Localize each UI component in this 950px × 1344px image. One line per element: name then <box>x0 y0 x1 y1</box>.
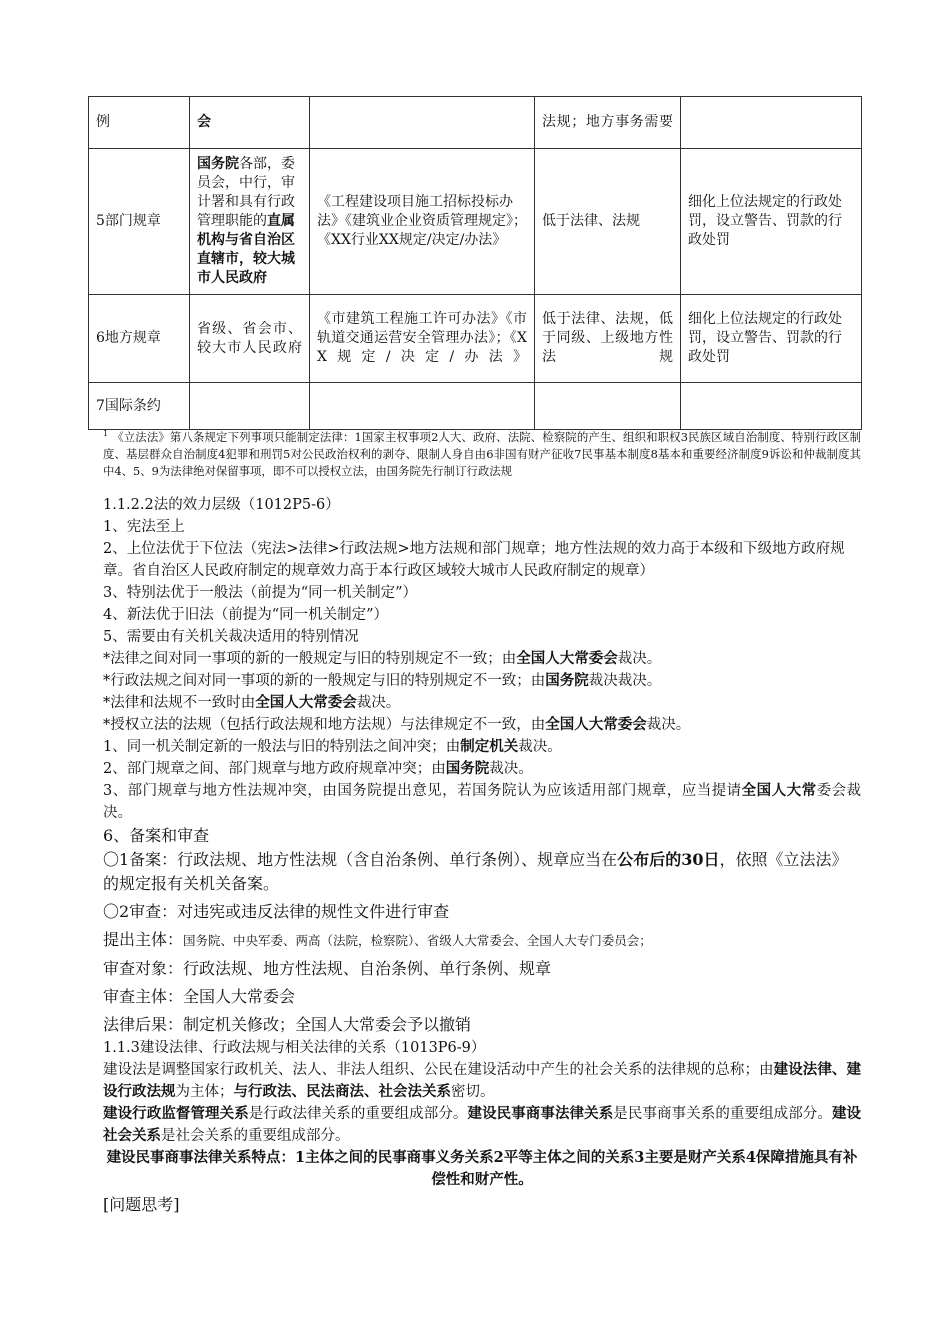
list-item: *授权立法的法规（包括行政法规和地方法规）与法律规定不一致，由全国人大常委会裁决。 <box>103 716 691 733</box>
list-item: 2、上位法优于下位法（宪法>法律>行政法规>地方法规和部门规章；地方性法规的效力高于本级和下级地方政府规章。省自治区人民政府制定的规章效力高于本行政区域较大城市人民政府制定的规章） <box>103 541 845 579</box>
table-cell: 例 <box>89 97 190 149</box>
table-cell <box>310 383 535 430</box>
table-cell: 5部门规章 <box>89 149 190 295</box>
legal-hierarchy-table <box>88 96 862 430</box>
list-item: 3、部门规章与地方性法规冲突，由国务院提出意见，若国务院认为应该适用部门规章，应当提请全国人大常委会裁决。 <box>103 782 862 821</box>
list-item: 1、同一机关制定新的一般法与旧的特别法之间冲突；由制定机关裁决。 <box>103 738 562 755</box>
section-heading: [问题思考] <box>103 1195 180 1214</box>
list-item: 3、特别法优于一般法（前提为“同一机关制定”） <box>103 585 418 601</box>
table-cell: 低于法律、法规，低于同级、上级地方性法规 <box>535 295 681 383</box>
footnote <box>103 425 861 480</box>
paragraph: 建设法是调整国家行政机关、法人、非法人组织、公民在建设活动中产生的社会关系的法律规的总称；由建设法律、建设行政法规为主体；与行政法、民法商法、社会法关系密切。 <box>103 1061 862 1100</box>
list-item: 审查对象：行政法规、地方性法规、自治条例、单行条例、规章 <box>103 959 552 978</box>
table-cell: 6地方规章 <box>89 295 190 383</box>
section-heading: 6、备案和审查 <box>103 826 210 845</box>
list-item: *行政法规之间对同一事项的新的一般规定与旧的特别规定不一致；由国务院裁决裁决。 <box>103 672 662 689</box>
paragraph: 建设行政监督管理关系是行政法律关系的重要组成部分。建设民事商事法律关系是民事商事关系的重要组成部分。建设社会关系是社会关系的重要组成部分。 <box>103 1105 862 1144</box>
table-cell: 7国际条约 <box>89 383 190 430</box>
list-item: 5、需要由有关机关裁决适用的特别情况 <box>103 629 359 645</box>
table-cell: 国务院各部，委员会，中行，审计署和具有行政管理职能的直属机构与省自治区直辖市，较大城市人民政府 <box>190 149 310 295</box>
footnote-mark: 1 <box>103 429 109 438</box>
table-row <box>89 383 862 430</box>
list-item: 法律后果：制定机关修改；全国人大常委会予以撤销 <box>103 1015 472 1034</box>
table-row <box>89 149 862 295</box>
list-item: 4、新法优于旧法（前提为“同一机关制定”） <box>103 607 389 623</box>
table-cell: 细化上位法规定的行政处罚，设立警告、罚款的行政处罚 <box>681 295 862 383</box>
table-cell: 细化上位法规定的行政处罚，设立警告、罚款的行政处罚 <box>681 149 862 295</box>
table-cell <box>681 383 862 430</box>
list-item: 〇1备案：行政法规、地方性法规（含自治条例、单行条例）、规章应当在公布后的30日，依照《立法法》的规定报有关机关备案。 <box>103 850 848 893</box>
table-cell <box>310 97 535 149</box>
list-item: *法律之间对同一事项的新的一般规定与旧的特别规定不一致；由全国人大常委会裁决。 <box>103 650 662 667</box>
table-row <box>89 97 862 149</box>
table-cell: 低于法律、法规 <box>535 149 681 295</box>
list-item: 审查主体：全国人大常委会 <box>103 987 296 1006</box>
paragraph: 建设民事商事法律关系特点：1主体之间的民事商事义务关系2平等主体之间的关系3主要是财产关系4保障措施具有补偿性和财产性。 <box>106 1149 858 1188</box>
table-cell <box>535 383 681 430</box>
section-heading: 1.1.3建设法律、行政法规与相关法律的关系（1013P6-9） <box>103 1040 486 1056</box>
list-item: 1、宪法至上 <box>103 519 185 535</box>
list-item: 提出主体：国务院、中央军委、两高（法院，检察院）、省级人大常委会、全国人大专门委员会； <box>103 930 652 949</box>
list-item: 〇2审查：对违宪或违反法律的规性文件进行审查 <box>103 902 450 921</box>
table-cell <box>681 97 862 149</box>
table-cell: 会 <box>190 97 310 149</box>
table-cell: 《市建筑工程施工许可办法》《市轨道交通运营安全管理办法》；《XX规定/决定/办法》 <box>310 295 535 383</box>
section-heading: 1.1.2.2法的效力层级（1012P5-6） <box>103 497 340 513</box>
table-row <box>89 295 862 383</box>
list-item: *法律和法规不一致时由全国人大常委会裁决。 <box>103 694 401 711</box>
footnote-text: 《立法法》第八条规定下列事项只能制定法律：1国家主权事项2人大、政府、法院、检察院的产生、组织和职权3民族区域自治制度、特别行政区制度、基层群众自治制度4犯罪和刑罚5对公民政治权利的剥夺、限制人身自由6非国有财产征收7民事基本制度8基本和重要经济制度9诉讼和仲裁制度其中4、5、9为法律绝对保留事项，即不可以授权立法，由国务院先行制订行政法规 <box>103 429 861 478</box>
list-item: 2、部门规章之间、部门规章与地方政府规章冲突；由国务院裁决。 <box>103 760 533 777</box>
table-cell: 法规；地方事务需要 <box>535 97 681 149</box>
table-cell <box>190 383 310 430</box>
document-body <box>103 494 861 1217</box>
table-cell: 省级、省会市、较大市人民政府 <box>190 295 310 383</box>
table-cell: 《工程建设项目施工招标投标办法》《建筑业企业资质管理规定》；《XX行业XX规定/决定/办法》 <box>310 149 535 295</box>
